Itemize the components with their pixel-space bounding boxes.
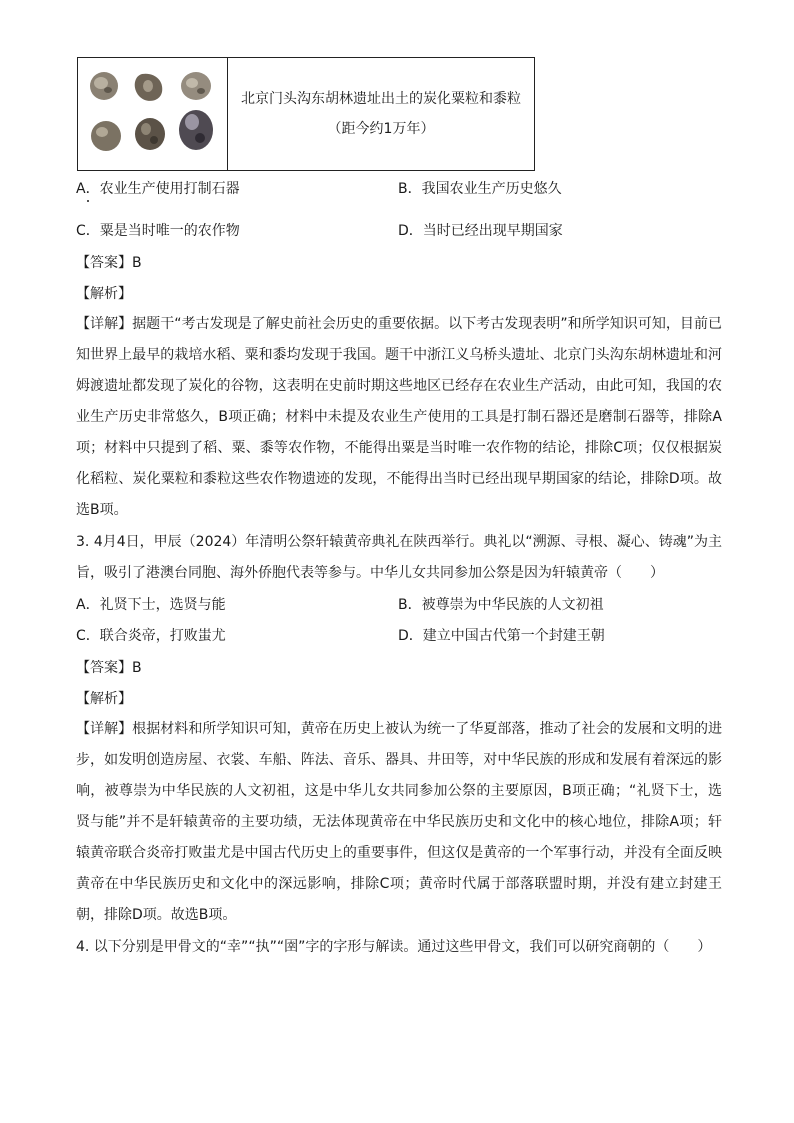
- stray-dot: [87, 200, 89, 202]
- q2-detail: [76, 309, 722, 526]
- q3-analysis-label: 【解析】: [76, 691, 132, 707]
- q2-option-a: A．农业生产使用打制石器: [76, 181, 240, 197]
- grain-bottom-right: [179, 110, 213, 150]
- caption-line-1: 北京门头沟东胡林遗址出土的炭化粟粒和黍粒: [241, 91, 521, 107]
- grain-bottom-middle: [135, 118, 165, 150]
- grain-bottom-left: [91, 121, 121, 151]
- q2-detail-text: 【详解】据题干“考古发现是了解史前社会历史的重要依据。以下考古发现表明”和所学知识可知，目前已知世界上最早的栽培水稻、粟和黍均发现于我国。题干中浙江义乌桥头遗址、北京门头沟东胡林遗址和河姆渡遗址都发现了炭化的谷物，这表明在史前时期这些地区已经存在农业生产活动，由此可知，我国的农业生产历史非常悠久，B项正确；材料中未提及农业生产使用的工具是打制石器还是磨制石器等，排除A项；材料中只提到了稻、粟、黍等农作物，不能得出粟是当时唯一农作物的结论，排除C项；仅仅根据炭化稻粒、炭化粟粒和黍粒这些农作物遗迹的发现，不能得出当时已经出现早期国家的结论，排除D项。故选B项。: [76, 316, 722, 518]
- q2-option-b: B．我国农业生产历史悠久: [398, 181, 562, 197]
- q3-option-b: B．被尊崇为中华民族的人文初祖: [398, 597, 604, 613]
- q3-option-d: D．建立中国古代第一个封建王朝: [398, 628, 605, 644]
- q3-option-a: A．礼贤下士，选贤与能: [76, 597, 226, 613]
- q3-detail-text: 【详解】根据材料和所学知识可知，黄帝在历史上被认为统一了华夏部落，推动了社会的发展和文明的进步，如发明创造房屋、衣裳、车船、阵法、音乐、器具、井田等，对中华民族的形成和发展有着深远的影响，被尊崇为中华民族的人文初祖，这是中华儿女共同参加公祭的主要原因，B项正确；“礼贤下士，选贤与能”并不是轩辕黄帝的主要功绩，无法体现黄帝在中华民族历史和文化中的核心地位，排除A项；轩辕黄帝联合炎帝打败蚩尤是中国古代历史上的重要事件，但这仅是黄帝的一个军事行动，并没有全面反映黄帝在中华民族历史和文化中的深远影响，排除C项；黄帝时代属于部落联盟时期，并没有建立封建王朝，排除D项。故选B项。: [76, 721, 722, 923]
- q3-answer: 【答案】B: [76, 660, 142, 676]
- figure-table: [77, 57, 535, 171]
- grain-top-right: [181, 72, 211, 100]
- q2-option-d: D．当时已经出现早期国家: [398, 223, 563, 239]
- grain-top-left: [90, 72, 118, 100]
- q4-stem: [76, 932, 722, 963]
- grain-photo: [78, 58, 228, 170]
- q2-analysis-label: 【解析】: [76, 286, 132, 302]
- carbonized-grains-image: [84, 64, 222, 166]
- q2-option-c: C．粟是当时唯一的农作物: [76, 223, 240, 239]
- q3-detail: [76, 714, 722, 931]
- q3-stem: [76, 527, 722, 589]
- q3-stem-text: 3. 4月4日，甲辰（2024）年清明公祭轩辕黄帝典礼在陕西举行。典礼以“溯源、寻根、凝心、铸魂”为主旨，吸引了港澳台同胞、海外侨胞代表等参与。中华儿女共同参加公祭是因为轩辕黄帝（ ）: [76, 534, 722, 581]
- figure-caption: [228, 58, 534, 170]
- caption-line-2: （距今约1万年）: [327, 121, 435, 137]
- q3-option-c: C．联合炎帝，打败蚩尤: [76, 628, 226, 644]
- q2-answer: 【答案】B: [76, 255, 142, 271]
- q4-stem-text: 4. 以下分别是甲骨文的“幸”“执”“圉”字的字形与解读。通过这些甲骨文，我们可以研究商朝的（ ）: [76, 939, 712, 955]
